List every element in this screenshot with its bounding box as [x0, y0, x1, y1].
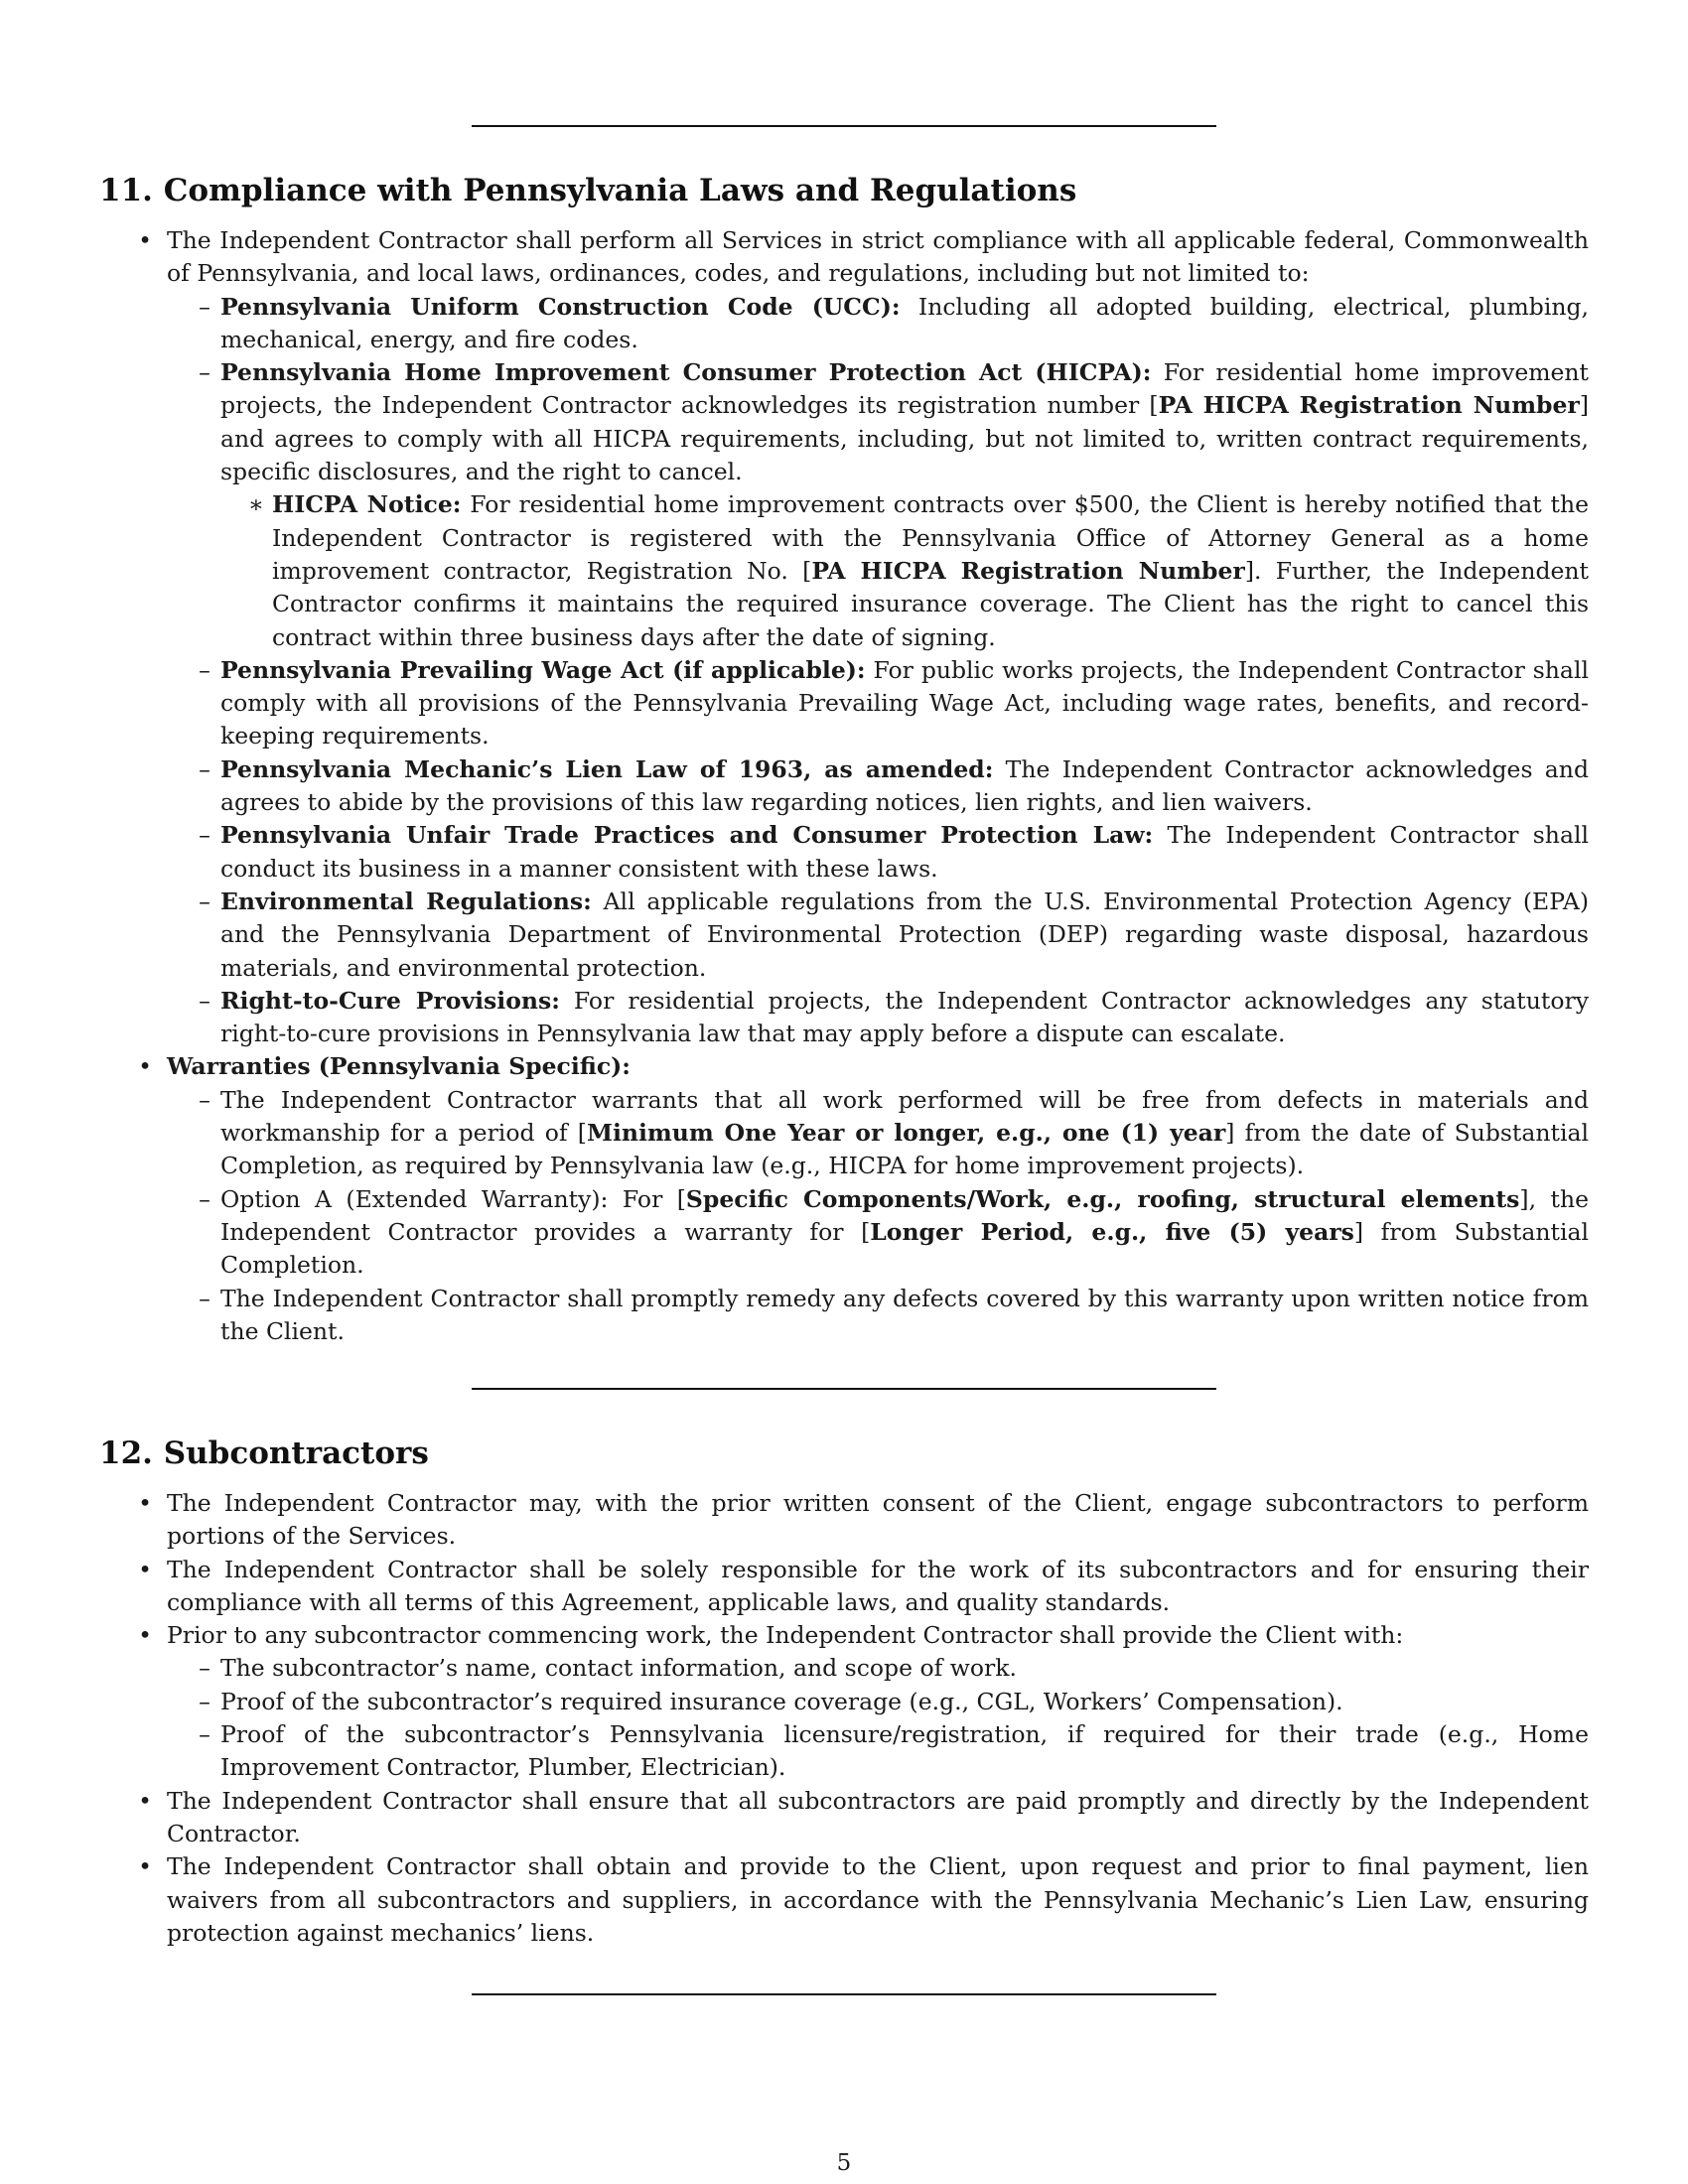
list-item: • The Independent Contractor shall obtain and provide to the Client, upon request and prior to final payment, lien waivers from all subcontractors and suppliers, in accordance with the Pennsylvania Mechanic’s Lien Law, ensuring protection against mechanics’ liens.: [99, 1850, 1589, 1950]
section-11-body: [99, 224, 1589, 1348]
list-item: • The Independent Contractor shall be solely responsible for the work of its subcontractors and for ensuring their compliance with all terms of this Agreement, applicable laws, and quality standards.: [99, 1554, 1589, 1620]
dash-icon: –: [199, 1284, 211, 1312]
dash-icon: –: [199, 754, 211, 783]
list-item-warranty-3: – The Independent Contractor shall promptly remedy any defects covered by this warranty upon written notice from the Client.: [99, 1283, 1589, 1349]
dash-icon: –: [199, 1720, 211, 1749]
list-item: • The Independent Contractor may, with the prior written consent of the Client, engage subcontractors to perform portions of the Services.: [99, 1487, 1589, 1554]
horizontal-rule: [472, 1993, 1216, 1995]
list-item-right-to-cure: – Right-to-Cure Provisions: For residential projects, the Independent Contractor acknowledges any statutory right-to-cure provisions in Pennsylvania law that may apply before a dispute can escalate.: [99, 985, 1589, 1051]
bullet-icon: •: [138, 1852, 152, 1881]
section-12-heading: 12. Subcontractors: [99, 1435, 429, 1471]
list-item-warranties: • Warranties (Pennsylvania Specific):: [99, 1050, 1589, 1083]
dash-icon: –: [199, 1687, 211, 1715]
list-item: – Proof of the subcontractor’s Pennsylvania licensure/registration, if required for their trade (e.g., Home Improvement Contractor, Plumber, Electrician).: [99, 1718, 1589, 1785]
dash-icon: –: [199, 986, 211, 1015]
document-page: [99, 0, 1589, 2184]
list-item-warranty-1: – The Independent Contractor warrants that all work performed will be free from defects in materials and workmanship for a period of [Minimum One Year or longer, e.g., one (1) year] from the date of Substantial Completion, as required by Pennsylvania law (e.g., HICPA for home improvement projects).: [99, 1084, 1589, 1183]
bullet-icon: •: [138, 1489, 152, 1517]
horizontal-rule: [472, 125, 1216, 127]
bullet-icon: •: [138, 1555, 152, 1583]
dash-icon: –: [199, 1654, 211, 1683]
list-item-environmental: – Environmental Regulations: All applicable regulations from the U.S. Environmental Protection Agency (EPA) and the Pennsylvania Department of Environmental Protection (DEP) regarding waste disposal, hazardous materials, and environmental protection.: [99, 886, 1589, 985]
dash-icon: –: [199, 292, 211, 321]
dash-icon: –: [199, 655, 211, 684]
list-item: – The subcontractor’s name, contact information, and scope of work.: [99, 1652, 1589, 1685]
list-item: • The Independent Contractor shall ensure that all subcontractors are paid promptly and directly by the Independent Contractor.: [99, 1785, 1589, 1851]
list-item-hicpa-notice: ∗ HICPA Notice: For residential home improvement contracts over $500, the Client is hereby notified that the Independent Contractor is registered with the Pennsylvania Office of Attorney General as a home improvement contractor, Registration No. [PA HICPA Registration Number]. Further, the Independent Contractor confirms it maintains the required insurance coverage. The Client has the right to cancel this contract within three business days after the date of signing.: [248, 490, 1589, 651]
list-item-prevailing-wage: – Pennsylvania Prevailing Wage Act (if applicable): For public works projects, the Independent Contractor shall comply with all provisions of the Pennsylvania Prevailing Wage Act, including wage rates, benefits, and record-keeping requirements.: [99, 654, 1589, 753]
horizontal-rule: [472, 1388, 1216, 1390]
bullet-icon: •: [138, 226, 152, 254]
dash-icon: –: [199, 1085, 211, 1114]
list-item: • The Independent Contractor shall perform all Services in strict compliance with all applicable federal, Commonwealth of Pennsylvania, and local laws, ordinances, codes, and regulations, including but not limited to:: [99, 224, 1589, 291]
bullet-icon: •: [138, 1786, 152, 1815]
page-number: 5: [836, 2150, 852, 2176]
dash-icon: –: [199, 887, 211, 915]
section-11-heading: 11. Compliance with Pennsylvania Laws and Regulations: [99, 173, 1077, 208]
list-item-hicpa: – Pennsylvania Home Improvement Consumer Protection Act (HICPA): For residential home improvement projects, the Independent Contractor acknowledges its registration number [PA HICPA Registration Number] and agrees to comply with all HICPA requirements, including, but not limited to, written contract requirements, specific disclosures, and the right to cancel.: [99, 356, 1589, 488]
dash-icon: –: [199, 821, 211, 850]
list-item-warranty-2: – Option A (Extended Warranty): For [Specific Components/Work, e.g., roofing, structural elements], the Independent Contractor provides a warranty for [Longer Period, e.g., five (5) years] from Substantial Completion.: [99, 1183, 1589, 1283]
asterisk-icon: ∗: [248, 490, 264, 519]
section-12-body: [99, 1487, 1589, 1950]
dash-icon: –: [199, 1184, 211, 1213]
list-item: • Prior to any subcontractor commencing work, the Independent Contractor shall provide the Client with:: [99, 1619, 1589, 1652]
list-item-mechanics-lien: – Pennsylvania Mechanic’s Lien Law of 1963, as amended: The Independent Contractor acknowledges and agrees to abide by the provisions of this law regarding notices, lien rights, and lien waivers.: [99, 753, 1589, 820]
list-item: – Proof of the subcontractor’s required insurance coverage (e.g., CGL, Workers’ Compensation).: [99, 1686, 1589, 1718]
list-item-unfair-trade: – Pennsylvania Unfair Trade Practices and Consumer Protection Law: The Independent Contractor shall conduct its business in a manner consistent with these laws.: [99, 819, 1589, 886]
list-item-ucc: – Pennsylvania Uniform Construction Code (UCC): Including all adopted building, electrical, plumbing, mechanical, energy, and fire codes.: [99, 291, 1589, 357]
dash-icon: –: [199, 358, 211, 387]
bullet-icon: •: [138, 1621, 152, 1650]
bullet-icon: •: [138, 1052, 152, 1081]
